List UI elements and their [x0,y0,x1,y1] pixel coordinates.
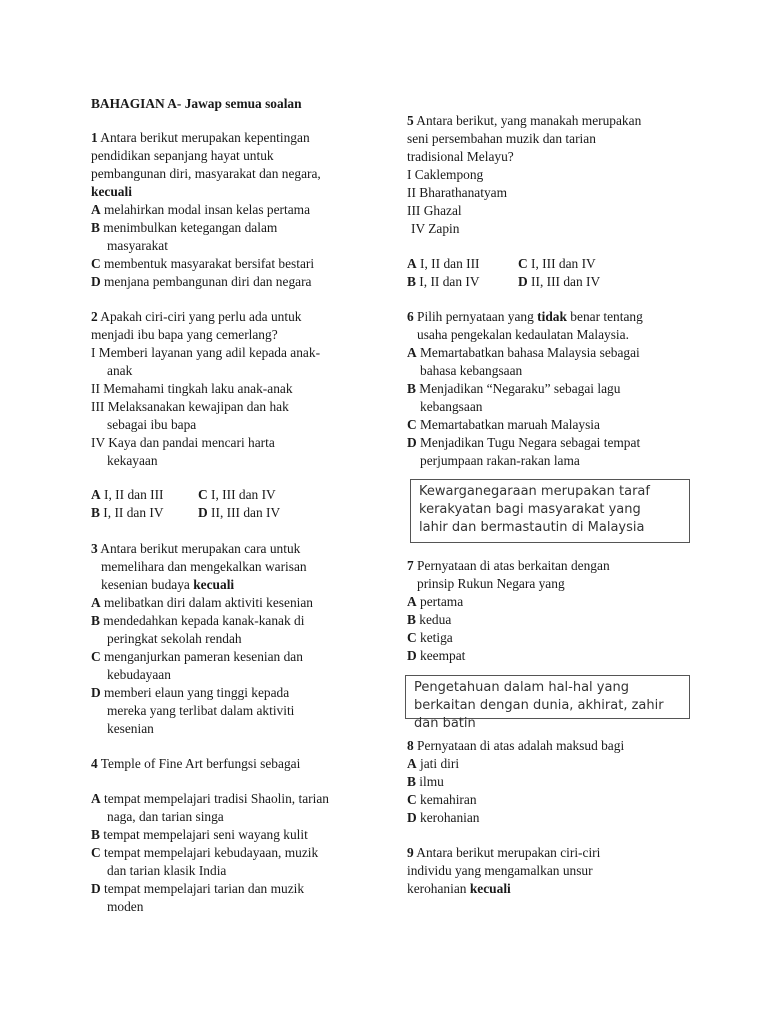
question-line [420,398,482,416]
question-line [407,202,462,220]
text-run: tempat mempelajari seni wayang kulit [99,827,308,842]
text-run: anak [107,363,133,378]
question-line [407,273,480,291]
text-run: menimbulkan ketegangan dalam [99,220,278,235]
bold-text: A [407,345,417,360]
question-line [91,540,300,558]
question-line [101,558,307,576]
bold-text: C [91,649,101,664]
bold-text: D [91,685,101,700]
question-line [407,255,480,273]
text-run: menjadi ibu bapa yang cemerlang? [91,327,278,342]
bold-text: A [407,256,417,271]
question-line [91,183,132,201]
text-run: Antara berikut, yang manakah merupakan [413,113,642,128]
statement-line: Pengetahuan dalam hal-hal yang [414,680,629,695]
question-line [107,666,171,684]
question-line [91,398,289,416]
text-run: sebagai ibu bapa [107,417,197,432]
question-line [107,702,294,720]
bold-text: C [198,487,208,502]
text-run: memberi elaun yang tinggi kepada [100,685,290,700]
bold-text: 4 [91,756,98,771]
text-run: II Memahami tingkah laku anak-anak [91,381,293,396]
text-run: masyarakat [107,238,168,253]
text-run: kebudayaan [107,667,171,682]
bold-text: 7 [407,558,414,573]
bold-text: D [518,274,528,289]
text-run: Pilih pernyataan yang [413,309,538,324]
question-line [407,593,463,611]
bold-text: B [91,613,100,628]
text-run: I, III dan IV [207,487,276,502]
question-line [91,147,274,165]
question-line [407,416,600,434]
question-line [91,826,308,844]
question-line [107,452,158,470]
text-run: kesenian budaya [101,577,194,592]
bold-text: A [407,594,417,609]
text-run: bahasa kebangsaan [420,363,523,378]
question-line [101,576,234,594]
question-line [420,452,580,470]
text-run: I Memberi layanan yang adil kepada anak- [91,345,321,360]
text-run: Antara berikut merupakan ciri-ciri [413,845,601,860]
text-run: I, II dan IV [415,274,480,289]
text-run: tempat mempelajari tradisi Shaolin, tarian [100,791,329,806]
text-run: seni persembahan muzik dan tarian [407,131,596,146]
question-line [407,737,624,755]
statement-line: berkaitan dengan dunia, akhirat, zahir [414,698,664,713]
question-line [407,557,610,575]
question-line [518,255,596,273]
question-line [407,434,640,452]
question-line [91,380,293,398]
question-line [411,220,459,238]
text-run: Pernyataan di atas adalah maksud bagi [413,738,625,753]
text-run: pertama [416,594,464,609]
question-line [198,486,276,504]
text-run: Menjadikan “Negaraku” sebagai lagu [415,381,621,396]
question-line [407,809,480,827]
text-run: I Caklempong [407,167,484,182]
question-line [107,416,196,434]
question-line [91,344,320,362]
question-line [407,130,596,148]
bold-text: BAHAGIAN A- Jawap semua soalan [91,96,302,111]
text-run: mereka yang terlibat dalam aktiviti [107,703,295,718]
bold-text: B [407,381,416,396]
question-line [91,648,303,666]
bold-text: A [91,595,101,610]
statement-line: Kewarganegaraan merupakan taraf [419,484,650,499]
statement-line: kerakyatan bagi masyarakat yang [419,502,641,517]
text-run: I, II dan III [416,256,480,271]
statement-line: dan batin [414,716,476,731]
question-line [407,880,511,898]
question-line [107,898,143,916]
question-line [407,844,600,862]
question-line [91,95,302,113]
bold-text: C [91,256,101,271]
text-run: peringkat sekolah rendah [107,631,242,646]
text-run: menjana pembangunan diri dan negara [100,274,312,289]
bold-text: 9 [407,845,414,860]
text-run: I, III dan IV [527,256,596,271]
question-line [407,308,643,326]
text-run: kebangsaan [420,399,483,414]
text-run: Antara berikut merupakan cara untuk [97,541,301,556]
question-line [407,862,593,880]
text-run: mendedahkan kepada kanak-kanak di [99,613,305,628]
question-line [107,630,242,648]
question-line [107,808,224,826]
question-line [407,344,640,362]
text-run: pendidikan sepanjang hayat untuk [91,148,274,163]
text-run: tradisional Melayu? [407,149,514,164]
text-run: prinsip Rukun Negara yang [417,576,565,591]
question-line [417,575,565,593]
text-run: kerohanian [407,881,470,896]
text-run: keempat [416,648,466,663]
question-line [91,684,289,702]
bold-text: B [91,827,100,842]
bold-text: C [91,845,101,860]
text-run: memelihara dan mengekalkan warisan [101,559,307,574]
bold-text: B [407,774,416,789]
question-line [198,504,280,522]
bold-text: D [91,274,101,289]
bold-text: B [407,612,416,627]
question-line [107,362,132,380]
text-run: moden [107,899,144,914]
text-run: tempat mempelajari kebudayaan, muzik [100,845,319,860]
bold-text: A [91,487,101,502]
text-run: menganjurkan pameran kesenian dan [100,649,303,664]
question-line [91,594,313,612]
question-line [407,380,620,398]
statement-line: lahir dan bermastautin di Malaysia [419,520,645,535]
question-line [91,434,275,452]
question-line [420,362,522,380]
text-run: Antara berikut merupakan kepentingan [97,130,310,145]
bold-text: D [91,881,101,896]
text-run: individu yang mengamalkan unsur [407,863,593,878]
text-run: Temple of Fine Art berfungsi sebagai [97,756,301,771]
text-run: dan tarian klasik India [107,863,227,878]
bold-text: D [407,435,417,450]
question-line [91,273,312,291]
question-line [407,791,477,809]
text-run: III Ghazal [407,203,462,218]
question-line [91,612,304,630]
text-run: kerohanian [416,810,480,825]
bold-text: C [407,630,417,645]
bold-text: A [91,791,101,806]
bold-text: D [198,505,208,520]
bold-text: kecuali [469,881,511,896]
question-line [91,201,310,219]
text-run: IV Zapin [411,221,460,236]
text-run: kekayaan [107,453,158,468]
text-run: perjumpaan rakan-rakan lama [420,453,580,468]
bold-text: B [91,505,100,520]
bold-text: A [91,202,101,217]
text-run: ilmu [415,774,444,789]
bold-text: 3 [91,541,98,556]
bold-text: C [518,256,528,271]
text-run: ketiga [416,630,453,645]
text-run: kedua [415,612,452,627]
text-run: benar tentang [566,309,643,324]
bold-text: C [407,417,417,432]
text-run: II, III dan IV [207,505,281,520]
bold-text: 2 [91,309,98,324]
question-line [91,326,278,344]
question-line [107,720,154,738]
text-run: melahirkan modal insan kelas pertama [100,202,311,217]
question-line [91,219,277,237]
question-line [91,165,321,183]
text-run: IV Kaya dan pandai mencari harta [91,435,275,450]
text-run: tempat mempelajari tarian dan muzik [100,881,305,896]
bold-text: kecuali [193,577,235,592]
text-run: Memartabatkan maruah Malaysia [416,417,600,432]
bold-text: B [407,274,416,289]
question-line [407,184,507,202]
question-line [407,166,483,184]
bold-text: B [91,220,100,235]
question-line [407,773,444,791]
question-line [417,326,629,344]
text-run: melibatkan diri dalam aktiviti kesenian [100,595,313,610]
text-run: Memartabatkan bahasa Malaysia sebagai [416,345,640,360]
text-run: III Melaksanakan kewajipan dan hak [91,399,289,414]
bold-text: 6 [407,309,414,324]
question-line [407,629,453,647]
question-line [407,148,514,166]
text-run: naga, dan tarian singa [107,809,224,824]
text-run: pembangunan diri, masyarakat dan negara, [91,166,321,181]
question-line [407,755,459,773]
question-line [91,844,318,862]
text-run: I, II dan IV [99,505,164,520]
bold-text: 8 [407,738,414,753]
bold-text: 5 [407,113,414,128]
text-run: usaha pengekalan kedaulatan Malaysia. [417,327,629,342]
bold-text: C [407,792,417,807]
question-line [91,486,164,504]
question-line [91,755,300,773]
text-run: I, II dan III [100,487,164,502]
text-run: Pernyataan di atas berkaitan dengan [413,558,610,573]
bold-text: tidak [537,309,567,324]
text-run: kemahiran [416,792,477,807]
question-line [407,611,451,629]
question-line [91,255,314,273]
text-run: II Bharathanatyam [407,185,508,200]
statement-box-citizenship [410,479,690,543]
text-run: II, III dan IV [527,274,601,289]
question-line [91,308,301,326]
question-line [91,504,164,522]
bold-text: 1 [91,130,98,145]
statement-box-knowledge [405,675,690,731]
question-line [407,647,465,665]
question-line [91,790,329,808]
question-line [407,112,641,130]
bold-text: A [407,756,417,771]
text-run: membentuk masyarakat bersifat bestari [100,256,315,271]
question-line [107,237,168,255]
question-line [107,862,226,880]
bold-text: D [407,810,417,825]
question-line [91,129,310,147]
text-run: Menjadikan Tugu Negara sebagai tempat [416,435,641,450]
text-run: Apakah ciri-ciri yang perlu ada untuk [97,309,302,324]
bold-text: D [407,648,417,663]
question-line [518,273,600,291]
text-run: jati diri [416,756,460,771]
text-run: kesenian [107,721,154,736]
question-line [91,880,304,898]
bold-text: kecuali [91,184,132,199]
